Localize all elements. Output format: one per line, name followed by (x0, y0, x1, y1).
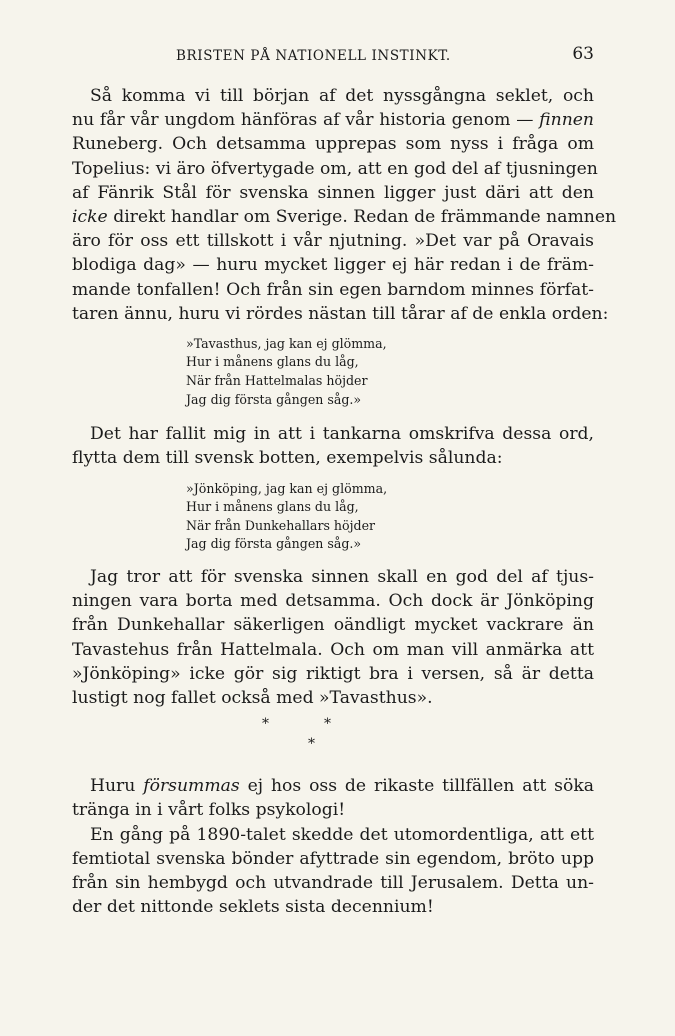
paragraph (72, 84, 617, 326)
italic-word: finnen (539, 110, 595, 131)
text-line: Det har fallit mig in att i tankarna omskrifva dessa ord, (90, 424, 594, 445)
text-line: nu får vår ungdom hänföras af vår historia genom — finnen (72, 110, 595, 131)
text-line: flytta dem till svensk botten, exempelvis sålunda: (72, 448, 503, 469)
text-line: En gång på 1890-talet skedde det utomordentliga, att ett (90, 824, 594, 845)
page-number: 63 (572, 44, 594, 64)
text-line: ningen vara borta med detsamma. Och dock är Jönköping (72, 591, 594, 612)
verse-line: Hur i månens glans du låg, (186, 354, 359, 370)
text-line: blodiga dag» — huru mycket ligger ej här redan i de främ- (72, 255, 594, 276)
paragraph (72, 565, 594, 710)
italic-word: försummas (143, 776, 240, 797)
text-line: icke direkt handlar om Sverige. Redan de främmande namnen (72, 206, 617, 227)
text-line: Topelius: vi äro öfvertygade om, att en god del af tjusningen (72, 158, 598, 179)
text-line: Runeberg. Och detsamma upprepas som nyss i fråga om (72, 134, 594, 155)
verse-line: »Tavasthus, jag kan ej glömma, (186, 335, 387, 351)
text-line: äro för oss ett tillskott i vår njutning. »Det var på Oravais (72, 231, 594, 252)
italic-word: icke (72, 206, 108, 227)
text-line: Tavastehus från Hattelmala. Och om man vill anmärka att (72, 639, 594, 660)
text-line: från sin hembygd och utvandrade till Jerusalem. Detta un- (72, 872, 594, 893)
text-line: femtiotal svenska bönder afyttrade sin egendom, bröto upp (72, 848, 594, 869)
text-line: lustigt nog fallet också med »Tavasthus». (72, 687, 433, 708)
verse-block (72, 480, 594, 554)
text-line: »Jönköping» icke gör sig riktigt bra i versen, så är detta (72, 663, 594, 684)
text-line: från Dunkehallar säkerligen oändligt mycket vackrare än (72, 615, 594, 636)
verse-line: När från Dunkehallars höjder (186, 517, 376, 533)
asterisk: * (308, 736, 315, 753)
text-line: af Fänrik Stål för svenska sinnen ligger just däri att den (72, 182, 594, 203)
verse-line: När från Hattelmalas höjder (186, 373, 368, 389)
page-body (72, 84, 617, 919)
running-head: BRISTEN PÅ NATIONELL INSTINKT. (176, 48, 451, 64)
verse-line: Jag dig första gången såg.» (186, 536, 362, 552)
text-line: Så komma vi till början af det nyssgångna seklet, och (90, 86, 594, 106)
section-separator (72, 716, 594, 762)
verse-line: »Jönköping, jag kan ej glömma, (186, 480, 388, 496)
page-header (72, 46, 594, 70)
verse-line: Jag dig första gången såg.» (186, 391, 362, 407)
text-line: tränga in i vårt folks psykologi! (72, 800, 346, 821)
paragraph (72, 774, 594, 822)
text-line: mande tonfallen! Och från sin egen barndom minnes förfat- (72, 279, 594, 300)
text-line: taren ännu, huru vi rördes nästan till tårar af de enkla orden: (72, 303, 609, 324)
text-line: der det nittonde seklets sista decennium! (72, 897, 434, 918)
text-line: Huru försummas ej hos oss de rikaste tillfällen att söka (90, 776, 594, 797)
paragraph (72, 422, 594, 470)
verse-line: Hur i månens glans du låg, (186, 499, 359, 515)
paragraph (72, 823, 594, 920)
asterisk: * (324, 716, 331, 733)
text-line: Jag tror att för svenska sinnen skall en god del af tjus- (90, 567, 594, 587)
asterisk: * (262, 716, 269, 733)
verse-block (72, 335, 594, 409)
